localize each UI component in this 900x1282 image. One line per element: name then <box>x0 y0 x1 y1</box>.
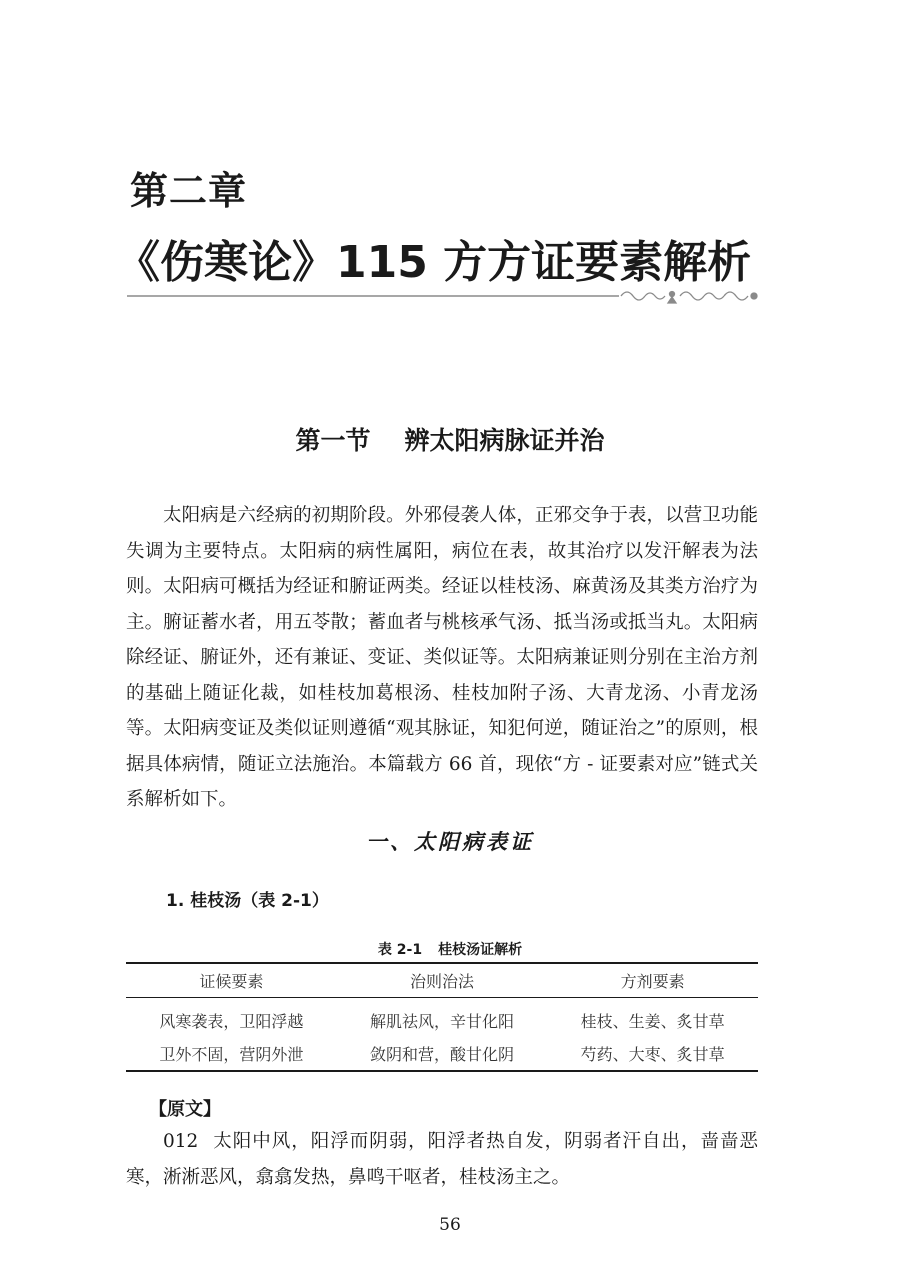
table-cell: 芍药、大枣、炙甘草 <box>580 1045 725 1064</box>
chapter-label: 第二章 <box>130 169 248 213</box>
section-name: 辨太阳病脉证并治 <box>404 426 605 455</box>
table-cell: 解肌祛风，辛甘化阳 <box>369 1012 514 1031</box>
item-heading: 1. 桂枝汤（表 2-1） <box>166 891 329 911</box>
table-row <box>126 1037 758 1071</box>
table-header-cell: 证候要素 <box>126 963 337 998</box>
subsection-heading: 一、太阳病表证 <box>366 829 534 854</box>
clause-number: 012 <box>163 1131 199 1152</box>
intro-paragraph: 太阳病是六经病的初期阶段。外邪侵袭人体，正邪交争于表，以营卫功能失调为主要特点。太阳病的病性属阳，病位在表，故其治疗以发汗解表为法则。太阳病可概括为经证和腑证两类。经证以桂枝汤、麻黄汤及其类方治疗为主。腑证蓄水者，用五苓散；蓄血者与桃核承气汤、抵当汤或抵当丸。太阳病除经证、腑证外，还有兼证、变证、类似证等。太阳病兼证则分别在主治方剂的基础上随证化裁，如桂枝加葛根汤、桂枝加附子汤、大青龙汤、小青龙汤等。太阳病变证及类似证则遵循“观其脉证，知犯何逆，随证治之”的原则，根据具体病情，随证立法施治。本篇载方 66 首，现依“方 - 证要素对应”链式关系解析如下。 <box>126 505 758 810</box>
analysis-table <box>126 962 758 1072</box>
table-cell: 敛阴和营，酸甘化阴 <box>369 1045 514 1064</box>
table-cell: 卫外不固，营阴外泄 <box>159 1045 304 1064</box>
table-header-row <box>126 963 758 998</box>
table-cell: 桂枝、生姜、炙甘草 <box>580 1012 725 1031</box>
table-header-cell: 方剂要素 <box>547 963 758 998</box>
table-caption-title: 桂枝汤证解析 <box>438 942 523 958</box>
table-row <box>126 998 758 1038</box>
page-number: 56 <box>439 1215 461 1235</box>
table-caption-number: 表 2-1 <box>377 942 423 958</box>
clause-text: 太阳中风，阳浮而阴弱，阳浮者热自发，阴弱者汗自出，啬啬恶寒，淅淅恶风，翕翕发热，鼻鸣干呕者，桂枝汤主之。 <box>126 1131 758 1188</box>
original-text-paragraph <box>126 1124 758 1195</box>
ornamental-rule-icon <box>127 286 762 306</box>
section-title <box>0 421 900 457</box>
table-header-cell: 治则治法 <box>337 963 548 998</box>
table-cell: 风寒袭表，卫阳浮越 <box>159 1012 304 1031</box>
chapter-title: 《伤寒论》115 方方证要素解析 <box>116 237 752 288</box>
original-text-label: 【原文】 <box>149 1099 221 1120</box>
table-caption <box>0 939 900 959</box>
section-number: 第一节 <box>295 426 371 455</box>
